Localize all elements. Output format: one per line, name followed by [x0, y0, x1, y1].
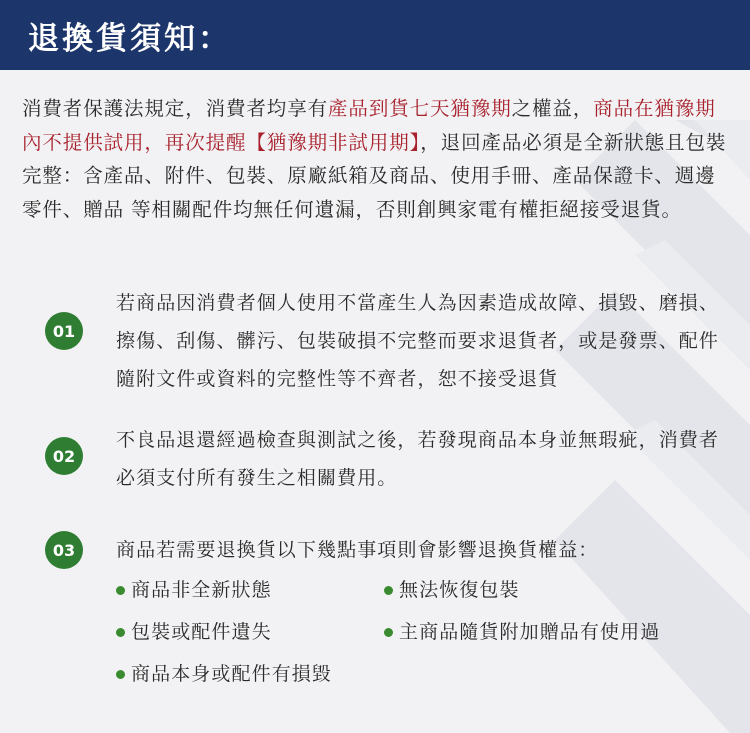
list-item: 包裝或配件遺失 [116, 611, 384, 653]
bullet-dot-icon [384, 586, 393, 595]
notice-text: 不良品退還經過檢查與測試之後，若發現商品本身並無瑕疵，消費者必須支付所有發生之相關費用。 [116, 429, 720, 489]
list-item: 無法恢復包裝 [384, 569, 724, 611]
bullet-dot-icon [116, 628, 125, 637]
number-badge: 02 [45, 437, 83, 475]
intro-text-1: 消費者保護法規定，消費者均享有 [22, 97, 329, 120]
page-title: 退換貨須知： [28, 21, 232, 57]
list-item: 商品本身或配件有損毀 [116, 653, 384, 695]
bullet-dot-icon [384, 628, 393, 637]
bullet-dot-icon [116, 670, 125, 679]
list-item: 商品非全新狀態 [116, 569, 384, 611]
notice-text: 商品若需要退換貨以下幾點事項則會影響退換貨權益： [116, 539, 599, 561]
intro-highlight-2: 商品在猶豫期內不提供試用，再次提醒【猶豫期非試用期】 [22, 97, 716, 154]
bullet-dot-icon [116, 586, 125, 595]
intro-text-2: 之權益， [511, 97, 594, 120]
intro-text-3: ，退回產品必須是全新狀態且包裝完整：含產品、附件、包裝、原廠紙箱及商品、使用手冊、產品保證卡、週邊零件、贈品 等相關配件均無任何遺漏，否則創興家電有權拒絕接受退貨。 [22, 130, 727, 221]
notice-text: 若商品因消費者個人使用不當產生人為因素造成故障、損毀、磨損、擦傷、刮傷、髒污、包裝破損不完整而要求退貨者，或是發票、配件隨附文件或資料的完整性等不齊者，恕不接受退貨 [116, 292, 720, 390]
number-badge: 01 [45, 312, 83, 350]
number-badge: 03 [45, 531, 83, 569]
intro-paragraph [22, 92, 734, 226]
header-bar [0, 0, 750, 70]
condition-list [116, 569, 736, 695]
intro-highlight-1: 產品到貨七天猶豫期 [328, 97, 512, 120]
list-item: 主商品隨貨附加贈品有使用過 [384, 611, 724, 653]
